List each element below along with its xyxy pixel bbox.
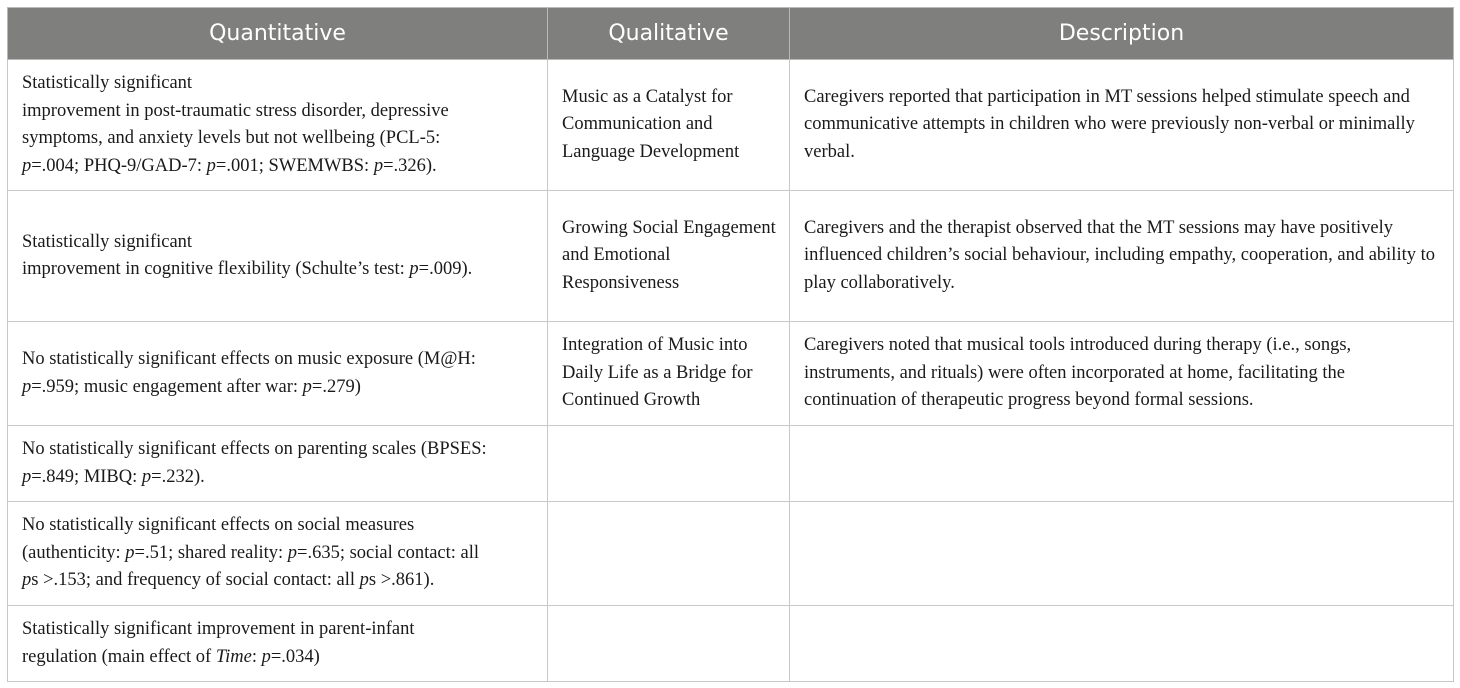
quantitative-cell: Statistically significant improvement in post-traumatic stress disorder, depressive symptoms, and anxiety levels but not wellbeing (PCL-5: p=.004; PHQ-9/GAD-7: p=.001; SWEMWBS: p=.326). — [8, 60, 548, 191]
qualitative-cell: Music as a Catalyst for Communication and Language Development — [548, 60, 790, 191]
header-qualitative: Qualitative — [548, 8, 790, 60]
table-row — [8, 60, 1454, 191]
description-cell — [790, 606, 1454, 682]
description-cell — [790, 426, 1454, 502]
findings-table — [7, 7, 1454, 682]
description-cell — [790, 502, 1454, 606]
qualitative-cell — [548, 606, 790, 682]
quantitative-cell: Statistically significant improvement in cognitive flexibility (Schulte’s test: p=.009). — [8, 191, 548, 322]
table-row — [8, 191, 1454, 322]
header-description: Description — [790, 8, 1454, 60]
quantitative-cell: No statistically significant effects on music exposure (M@H: p=.959; music engagement after war: p=.279) — [8, 322, 548, 426]
table-row — [8, 606, 1454, 682]
qualitative-cell — [548, 426, 790, 502]
description-cell: Caregivers and the therapist observed that the MT sessions may have positively influenced children’s social behaviour, including empathy, cooperation, and ability to play collaboratively. — [790, 191, 1454, 322]
header-row — [8, 8, 1454, 60]
qualitative-cell: Integration of Music into Daily Life as a Bridge for Continued Growth — [548, 322, 790, 426]
quantitative-cell: Statistically significant improvement in parent-infant regulation (main effect of Time: p=.034) — [8, 606, 548, 682]
qualitative-cell — [548, 502, 790, 606]
qualitative-cell: Growing Social Engagement and Emotional Responsiveness — [548, 191, 790, 322]
table-row — [8, 322, 1454, 426]
table-row — [8, 502, 1454, 606]
description-cell: Caregivers reported that participation in MT sessions helped stimulate speech and communicative attempts in children who were previously non-verbal or minimally verbal. — [790, 60, 1454, 191]
header-quantitative: Quantitative — [8, 8, 548, 60]
quantitative-cell: No statistically significant effects on parenting scales (BPSES: p=.849; MIBQ: p=.232). — [8, 426, 548, 502]
table-row — [8, 426, 1454, 502]
description-cell: Caregivers noted that musical tools introduced during therapy (i.e., songs, instruments, and rituals) were often incorporated at home, facilitating the continuation of therapeutic progress beyond formal sessions. — [790, 322, 1454, 426]
quantitative-cell: No statistically significant effects on social measures (authenticity: p=.51; shared reality: p=.635; social contact: all ps >.153; and frequency of social contact: all ps >.861). — [8, 502, 548, 606]
